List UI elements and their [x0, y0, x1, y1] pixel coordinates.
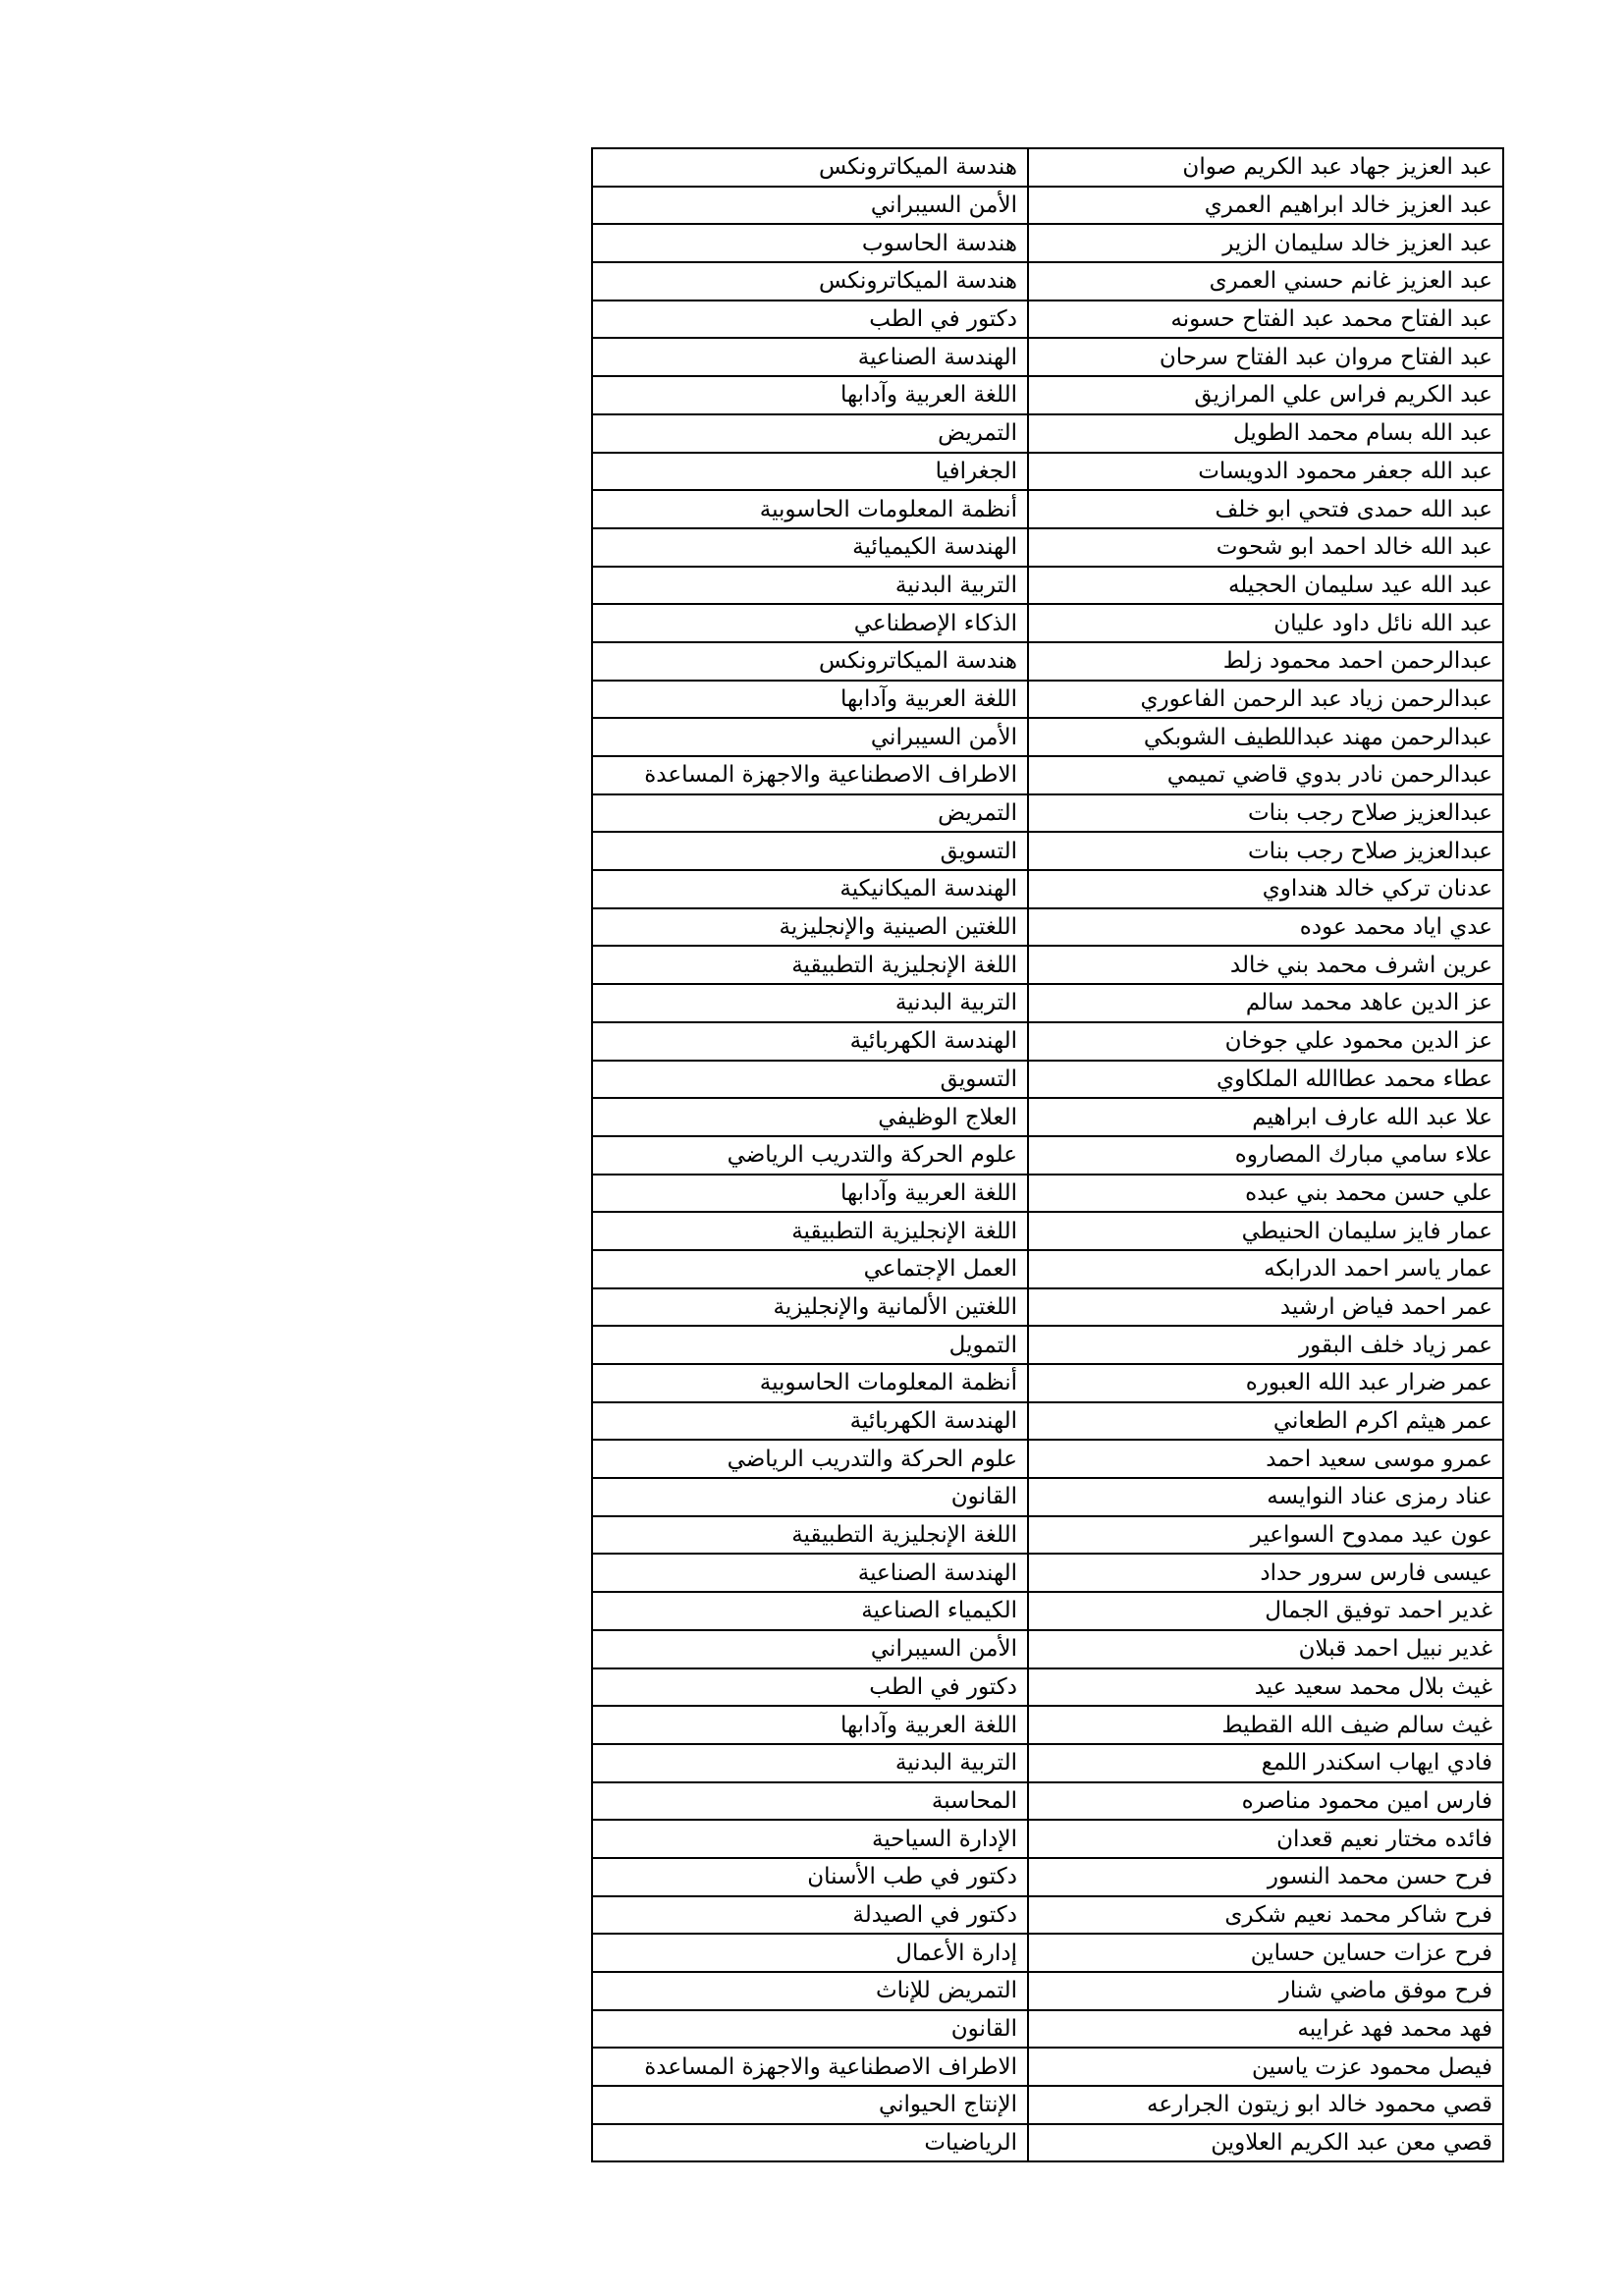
table-row [592, 2124, 1503, 2162]
major-cell: اللغتين الألمانية والإنجليزية [592, 1288, 1028, 1327]
table-row [592, 832, 1503, 870]
table-row [592, 718, 1503, 756]
table-row [592, 2048, 1503, 2086]
student-name-cell: عمار ياسر احمد الدرابكه [1028, 1250, 1503, 1288]
table-row [592, 301, 1503, 339]
major-cell: الأمن السيبراني [592, 187, 1028, 225]
major-cell: اللغتين الصينية والإنجليزية [592, 908, 1028, 947]
table-row [592, 756, 1503, 794]
student-name-cell: فهد محمد فهد غرايبه [1028, 2010, 1503, 2049]
student-name-cell: عطاء محمد عطاالله الملكاوي [1028, 1061, 1503, 1099]
student-name-cell: عناد رمزى عناد النوايسه [1028, 1478, 1503, 1516]
student-name-cell: عبدالرحمن نادر بدوي قاضي تميمي [1028, 756, 1503, 794]
major-cell: الذكاء الإصطناعي [592, 604, 1028, 642]
major-cell: التربية البدنية [592, 1744, 1028, 1782]
major-cell: التمريض [592, 794, 1028, 833]
table-row [592, 1592, 1503, 1630]
major-cell: اللغة الإنجليزية التطبيقية [592, 1212, 1028, 1250]
table-row [592, 1858, 1503, 1896]
table-row [592, 414, 1503, 453]
table-row [592, 1668, 1503, 1707]
table-row [592, 1022, 1503, 1061]
major-cell: التمريض للإناث [592, 1972, 1028, 2010]
major-cell: اللغة العربية وآدابها [592, 1706, 1028, 1744]
major-cell: الهندسة الميكانيكية [592, 870, 1028, 908]
student-name-cell: علي حسن محمد بني عبده [1028, 1175, 1503, 1213]
table-row [592, 1554, 1503, 1592]
student-name-cell: غيث بلال محمد سعيد عيد [1028, 1668, 1503, 1707]
major-cell: الرياضيات [592, 2124, 1028, 2162]
student-name-cell: فرح موفق ماضي شنار [1028, 1972, 1503, 2010]
major-cell: الإدارة السياحية [592, 1820, 1028, 1858]
table-row [592, 794, 1503, 833]
student-name-cell: علا عبد الله عارف ابراهيم [1028, 1098, 1503, 1136]
major-cell: أنظمة المعلومات الحاسوبية [592, 1364, 1028, 1402]
major-cell: العمل الإجتماعي [592, 1250, 1028, 1288]
table-row [592, 946, 1503, 984]
table-row [592, 1934, 1503, 1972]
major-cell: الكيمياء الصناعية [592, 1592, 1028, 1630]
student-name-cell: فادي ايهاب اسكندر اللمع [1028, 1744, 1503, 1782]
table-row [592, 224, 1503, 262]
table-row [592, 870, 1503, 908]
student-name-cell: عبدالرحمن زياد عبد الرحمن الفاعوري [1028, 681, 1503, 719]
student-name-cell: عمر ضرار عبد الله العبوره [1028, 1364, 1503, 1402]
student-name-cell: عبد العزيز غانم حسني العمرى [1028, 262, 1503, 301]
table-row [592, 528, 1503, 567]
student-name-cell: عبد الله بسام محمد الطويل [1028, 414, 1503, 453]
students-table-body [592, 148, 1503, 2161]
major-cell: علوم الحركة والتدريب الرياضي [592, 1136, 1028, 1175]
major-cell: العلاج الوظيفي [592, 1098, 1028, 1136]
table-row [592, 1516, 1503, 1555]
table-row [592, 148, 1503, 187]
major-cell: القانون [592, 1478, 1028, 1516]
student-name-cell: فرح عزات حساين حساين [1028, 1934, 1503, 1972]
major-cell: دكتور في الطب [592, 1668, 1028, 1707]
major-cell: اللغة العربية وآدابها [592, 1175, 1028, 1213]
major-cell: الإنتاج الحيواني [592, 2086, 1028, 2124]
table-row [592, 1820, 1503, 1858]
major-cell: دكتور في طب الأسنان [592, 1858, 1028, 1896]
table-row [592, 490, 1503, 528]
student-name-cell: عبد العزيز خالد سليمان الزير [1028, 224, 1503, 262]
student-name-cell: عز الدين عاهد محمد سالم [1028, 984, 1503, 1022]
table-row [592, 338, 1503, 376]
student-name-cell: عبد الفتاح محمد عبد الفتاح حسونه [1028, 301, 1503, 339]
major-cell: اللغة العربية وآدابها [592, 376, 1028, 414]
major-cell: الجغرافيا [592, 453, 1028, 491]
student-name-cell: عبد العزيز خالد ابراهيم العمري [1028, 187, 1503, 225]
student-name-cell: عمر هيثم اكرم الطعاني [1028, 1402, 1503, 1441]
major-cell: دكتور في الصيدلة [592, 1896, 1028, 1935]
table-row [592, 984, 1503, 1022]
student-name-cell: فارس امين محمود مناصره [1028, 1782, 1503, 1821]
student-name-cell: فيصل محمود عزت ياسين [1028, 2048, 1503, 2086]
student-name-cell: عبدالرحمن احمد محمود زلط [1028, 642, 1503, 681]
student-name-cell: عبد الفتاح مروان عبد الفتاح سرحان [1028, 338, 1503, 376]
table-row [592, 1061, 1503, 1099]
table-row [592, 1364, 1503, 1402]
table-row [592, 1478, 1503, 1516]
major-cell: دكتور في الطب [592, 301, 1028, 339]
student-name-cell: قصي محمود خالد ابو زيتون الجرارعه [1028, 2086, 1503, 2124]
major-cell: الهندسة الكيميائية [592, 528, 1028, 567]
student-name-cell: فرح حسن محمد النسور [1028, 1858, 1503, 1896]
student-name-cell: عدي اياد محمد عوده [1028, 908, 1503, 947]
table-row [592, 1440, 1503, 1478]
table-row [592, 1706, 1503, 1744]
student-name-cell: فرح شاكر محمد نعيم شكرى [1028, 1896, 1503, 1935]
table-row [592, 1136, 1503, 1175]
student-name-cell: غيث سالم ضيف الله القطيط [1028, 1706, 1503, 1744]
table-row [592, 567, 1503, 605]
student-name-cell: عبد الله حمدى فتحي ابو خلف [1028, 490, 1503, 528]
major-cell: المحاسبة [592, 1782, 1028, 1821]
major-cell: الأمن السيبراني [592, 718, 1028, 756]
table-row [592, 681, 1503, 719]
major-cell: التمريض [592, 414, 1028, 453]
major-cell: القانون [592, 2010, 1028, 2049]
student-name-cell: عون عيد ممدوح السواعير [1028, 1516, 1503, 1555]
table-row [592, 1288, 1503, 1327]
major-cell: اللغة الإنجليزية التطبيقية [592, 1516, 1028, 1555]
table-row [592, 1212, 1503, 1250]
student-name-cell: عز الدين محمود علي جوخان [1028, 1022, 1503, 1061]
major-cell: التربية البدنية [592, 984, 1028, 1022]
table-row [592, 2010, 1503, 2049]
table-row [592, 2086, 1503, 2124]
student-name-cell: عبد الله نائل داود عليان [1028, 604, 1503, 642]
student-name-cell: عبدالعزيز صلاح رجب بنات [1028, 832, 1503, 870]
student-name-cell: عبد الله خالد احمد ابو شحوت [1028, 528, 1503, 567]
major-cell: هندسة الحاسوب [592, 224, 1028, 262]
student-name-cell: غدير نبيل احمد قبلان [1028, 1630, 1503, 1668]
table-row [592, 187, 1503, 225]
table-row [592, 1896, 1503, 1935]
major-cell: التسويق [592, 1061, 1028, 1099]
major-cell: الهندسة الكهربائية [592, 1402, 1028, 1441]
student-name-cell: فائده مختار نعيم قعدان [1028, 1820, 1503, 1858]
table-row [592, 1250, 1503, 1288]
student-name-cell: عدنان تركي خالد هنداوي [1028, 870, 1503, 908]
student-name-cell: عمر احمد فياض ارشيد [1028, 1288, 1503, 1327]
major-cell: التربية البدنية [592, 567, 1028, 605]
table-row [592, 604, 1503, 642]
major-cell: إدارة الأعمال [592, 1934, 1028, 1972]
table-row [592, 262, 1503, 301]
table-row [592, 1098, 1503, 1136]
student-name-cell: عمرو موسى سعيد احمد [1028, 1440, 1503, 1478]
table-row [592, 1175, 1503, 1213]
student-name-cell: عيسى فارس سرور حداد [1028, 1554, 1503, 1592]
major-cell: هندسة الميكاترونكس [592, 262, 1028, 301]
major-cell: هندسة الميكاترونكس [592, 642, 1028, 681]
major-cell: الهندسة الكهربائية [592, 1022, 1028, 1061]
major-cell: الاطراف الاصطناعية والاجهزة المساعدة [592, 756, 1028, 794]
student-name-cell: عبدالرحمن مهند عبداللطيف الشوبكي [1028, 718, 1503, 756]
major-cell: اللغة الإنجليزية التطبيقية [592, 946, 1028, 984]
table-row [592, 1630, 1503, 1668]
student-name-cell: عبدالعزيز صلاح رجب بنات [1028, 794, 1503, 833]
table-row [592, 1782, 1503, 1821]
table-row [592, 908, 1503, 947]
student-name-cell: عبد العزيز جهاد عبد الكريم صوان [1028, 148, 1503, 187]
students-table [591, 147, 1504, 2162]
student-name-cell: عبد الله جعفر محمود الدويسات [1028, 453, 1503, 491]
major-cell: الهندسة الصناعية [592, 1554, 1028, 1592]
student-name-cell: عرين اشرف محمد بني خالد [1028, 946, 1503, 984]
major-cell: الاطراف الاصطناعية والاجهزة المساعدة [592, 2048, 1028, 2086]
student-name-cell: عمر زياد خلف البقور [1028, 1326, 1503, 1364]
major-cell: هندسة الميكاترونكس [592, 148, 1028, 187]
student-name-cell: عمار فايز سليمان الحنيطي [1028, 1212, 1503, 1250]
student-name-cell: غدير احمد توفيق الجمال [1028, 1592, 1503, 1630]
major-cell: الأمن السيبراني [592, 1630, 1028, 1668]
student-name-cell: عبد الكريم فراس علي المرازيق [1028, 376, 1503, 414]
student-name-cell: عبد الله عيد سليمان الحجيله [1028, 567, 1503, 605]
major-cell: اللغة العربية وآدابها [592, 681, 1028, 719]
major-cell: التسويق [592, 832, 1028, 870]
major-cell: علوم الحركة والتدريب الرياضي [592, 1440, 1028, 1478]
table-row [592, 376, 1503, 414]
student-name-cell: قصي معن عبد الكريم العلاوين [1028, 2124, 1503, 2162]
table-row [592, 1326, 1503, 1364]
table-row [592, 642, 1503, 681]
major-cell: التمويل [592, 1326, 1028, 1364]
major-cell: أنظمة المعلومات الحاسوبية [592, 490, 1028, 528]
table-row [592, 1744, 1503, 1782]
table-row [592, 1972, 1503, 2010]
major-cell: الهندسة الصناعية [592, 338, 1028, 376]
table-row [592, 453, 1503, 491]
table-row [592, 1402, 1503, 1441]
student-name-cell: علاء سامي مبارك المصاروه [1028, 1136, 1503, 1175]
